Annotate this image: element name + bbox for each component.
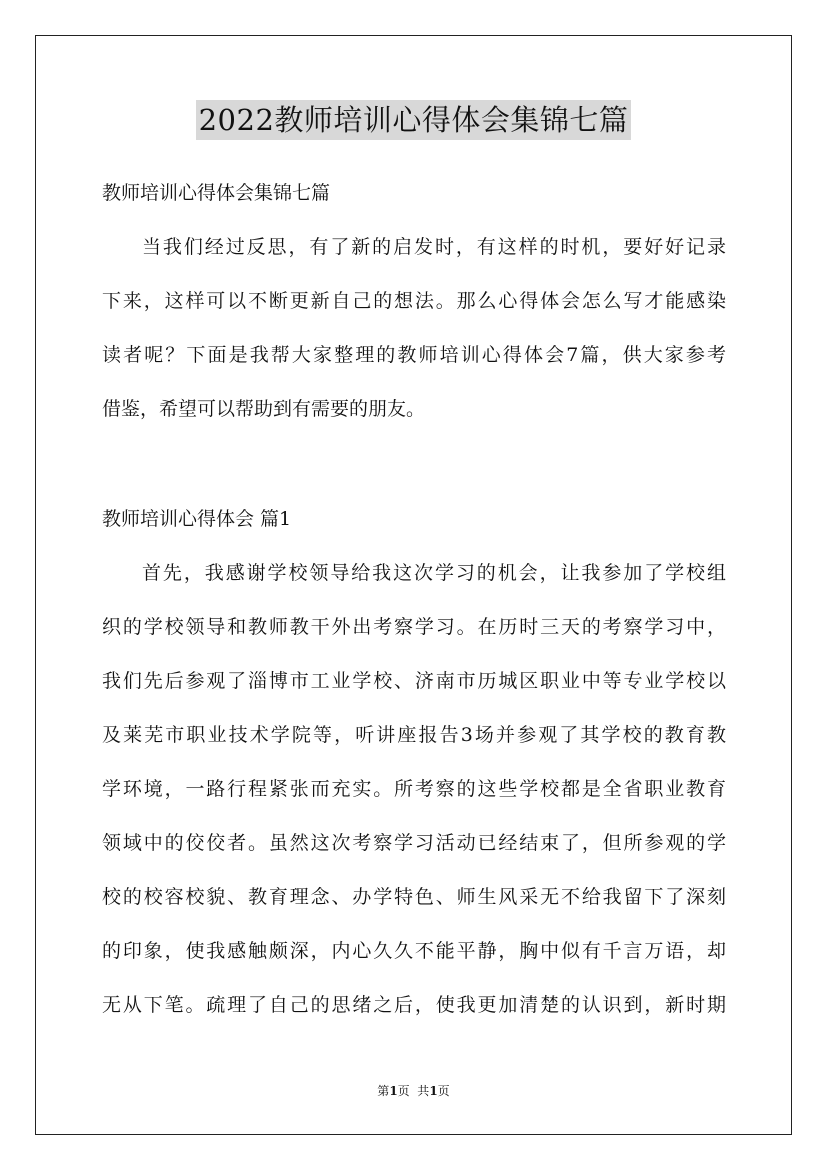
footer-page-prefix: 第 [377, 1084, 390, 1098]
intro-line-4: 借鉴，希望可以帮助到有需要的朋友。 [102, 398, 426, 420]
section-heading: 教师培训心得体会 篇1 [102, 508, 292, 530]
footer-page-total: 1 [429, 1084, 438, 1098]
intro-line-3: 读者呢？下面是我帮大家整理的教师培训心得体会7篇，供大家参考 [102, 344, 726, 366]
body-line-1: 首先，我感谢学校领导给我这次学习的机会，让我参加了学校组 [142, 562, 726, 584]
body-line-2: 织的学校领导和教师教干外出考察学习。在历时三天的考察学习中， [102, 616, 726, 638]
document-subtitle: 教师培训心得体会集锦七篇 [102, 182, 331, 204]
document-title: 2022教师培训心得体会集锦七篇 [196, 100, 632, 140]
body-line-5: 学环境，一路行程紧张而充实。所考察的这些学校都是全省职业教育 [102, 778, 726, 800]
body-line-9: 无从下笔。疏理了自己的思绪之后，使我更加清楚的认识到，新时期 [102, 994, 726, 1016]
body-line-4: 及莱芜市职业技术学院等，听讲座报告3场并参观了其学校的教育教 [102, 724, 726, 746]
intro-line-2: 下来，这样可以不断更新自己的想法。那么心得体会怎么写才能感染 [102, 290, 726, 312]
footer-page-suffix: 页 [437, 1084, 450, 1098]
body-line-6: 领域中的佼佼者。虽然这次考察学习活动已经结束了，但所参观的学 [102, 832, 726, 854]
footer-page-current: 1 [389, 1084, 398, 1098]
body-line-8: 的印象，使我感触颇深，内心久久不能平静，胸中似有千言万语，却 [102, 940, 726, 962]
title-wrap [0, 100, 827, 140]
intro-line-1: 当我们经过反思，有了新的启发时，有这样的时机，要好好记录 [142, 236, 726, 258]
body-line-3: 我们先后参观了淄博市工业学校、济南市历城区职业中等专业学校以 [102, 670, 726, 692]
body-line-7: 校的校容校貌、教育理念、办学特色、师生风采无不给我留下了深刻 [102, 886, 726, 908]
footer-page-mid: 页 共 [397, 1084, 430, 1098]
page-footer [0, 1083, 827, 1099]
